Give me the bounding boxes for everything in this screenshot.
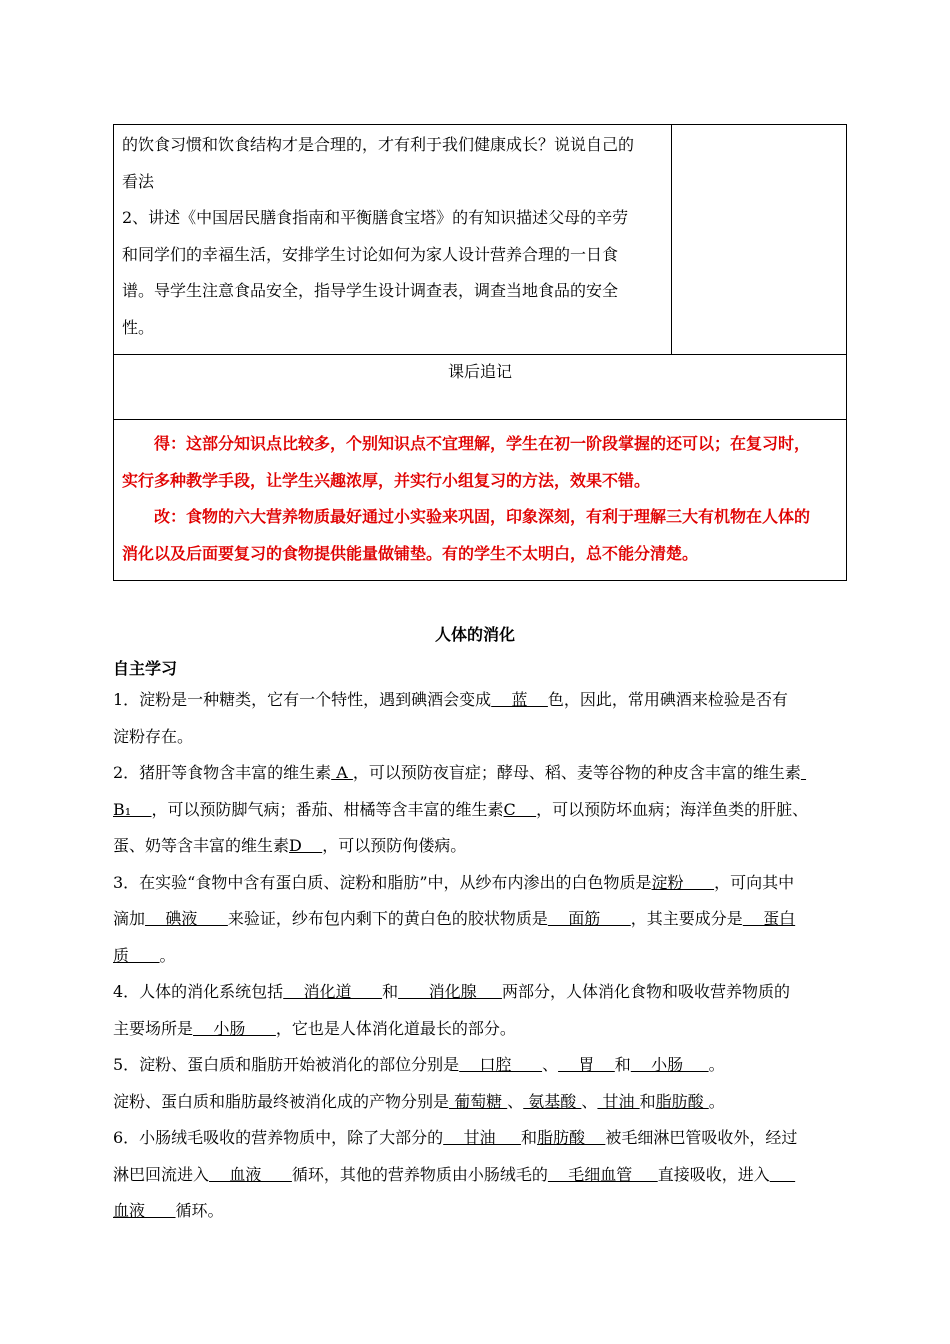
- answer-blank: 葡萄糖: [449, 1091, 508, 1111]
- answer-blank: 碘液: [145, 909, 228, 928]
- answer-blank: 脂肪酸: [655, 1091, 709, 1111]
- answer-blank: 面筋: [547, 909, 631, 928]
- lesson-line: 2、讲述《中国居民膳食指南和平衡膳食宝塔》的有知识描述父母的辛劳: [122, 208, 629, 227]
- text: 、: [542, 1055, 559, 1074]
- text: 被毛细淋巴管吸收外，经过: [605, 1128, 798, 1147]
- text: 淀粉、蛋白质和脂肪最终被消化成的产物分别是: [113, 1091, 450, 1111]
- answer-blank: 小肠: [630, 1055, 709, 1074]
- answer-blank: [801, 763, 806, 782]
- subheading: 自主学习: [113, 659, 178, 678]
- lesson-line: 的饮食习惯和饮食结构才是合理的，才有利于我们健康成长？说说自己的: [122, 135, 635, 154]
- text: ，可向其中: [714, 872, 795, 892]
- answer-blank: 小肠: [193, 1018, 276, 1038]
- question-4-cont: [113, 1011, 853, 1048]
- lesson-line: 看法: [122, 171, 155, 191]
- answer-blank: 氨基酸: [523, 1091, 582, 1111]
- section-title: 人体的消化: [434, 625, 515, 644]
- text: 1．淀粉是一种糖类，它有一个特性，遇到碘酒会变成: [113, 690, 492, 709]
- text: 来验证，纱布包内剩下的黄白色的胶状物质是: [227, 909, 548, 928]
- text: 循环，其他的营养物质由小肠绒毛的: [291, 1164, 548, 1184]
- answer-blank: 淀粉: [651, 872, 715, 892]
- answer-blank: 血液: [113, 1201, 176, 1220]
- answer-blank: 血液: [209, 1164, 292, 1184]
- reflection-line: 实行多种教学手段，让学生兴趣浓厚，并实行小组复习的方法，效果不错。: [122, 470, 651, 490]
- question-3-cont: [113, 901, 853, 938]
- text: 主要场所是: [113, 1018, 194, 1038]
- lesson-line: 和同学们的幸福生活，安排学生讨论如何为家人设计营养合理的一日食: [122, 244, 619, 264]
- question-1: [113, 682, 853, 719]
- answer-blank: 质: [113, 945, 160, 965]
- answer-blank: 甘油: [443, 1128, 521, 1147]
- text: 2．猪肝等食物含丰富的维生素: [113, 763, 332, 782]
- text: ，可以预防佝偻病。: [322, 836, 467, 855]
- lesson-line: 性。: [122, 317, 155, 337]
- review-row: [114, 355, 847, 420]
- lesson-row: [114, 125, 847, 355]
- answer-blank: 蓝: [491, 690, 548, 709]
- question-6: [113, 1120, 853, 1157]
- text: ，可以预防坏血病；海洋鱼类的肝脏、: [536, 799, 809, 819]
- question-2-cont: [113, 792, 853, 829]
- text: 4．人体的消化系统包括: [113, 982, 284, 1001]
- answer-blank: 口腔: [459, 1055, 543, 1074]
- text: 淋巴回流进入: [113, 1164, 210, 1184]
- text: 、: [581, 1091, 598, 1111]
- text: 和: [639, 1091, 656, 1111]
- lesson-line: 谱。导学生注意食品安全，指导学生设计调查表，调查当地食品的安全: [122, 281, 619, 300]
- text: 5．淀粉、蛋白质和脂肪开始被消化的部位分别是: [113, 1055, 460, 1074]
- answer-blank: 毛细血管: [547, 1164, 658, 1184]
- answer-blank: C: [503, 799, 537, 819]
- question-5-cont: [113, 1084, 853, 1121]
- question-5: [113, 1047, 853, 1084]
- text: 色，因此，常用碘酒来检验是否有: [547, 690, 788, 709]
- question-3: [113, 865, 853, 902]
- lesson-notes-cell: [672, 125, 847, 355]
- question-2-cont: [113, 828, 853, 865]
- text: 。: [708, 1091, 725, 1111]
- text: 和: [520, 1128, 537, 1147]
- text: 、: [507, 1091, 524, 1111]
- text: 6．小肠绒毛吸收的营养物质中，除了大部分的: [113, 1128, 444, 1147]
- text: 和: [382, 982, 399, 1001]
- text: 蛋、奶等含丰富的维生素: [113, 836, 290, 855]
- answer-blank: [770, 1165, 795, 1184]
- text: ，它也是人体消化道最长的部分。: [275, 1018, 516, 1038]
- review-title: 课后追记: [447, 362, 512, 381]
- lesson-text-cell: [114, 125, 672, 355]
- reflection-line: 得：这部分知识点比较多，个别知识点不宜理解，学生在初一阶段掌握的还可以；在复习时，: [154, 434, 811, 453]
- question-1-cont: [113, 719, 853, 756]
- question-2: [113, 755, 853, 792]
- answer-blank: 脂肪酸: [536, 1128, 606, 1147]
- answer-blank: B₁: [113, 799, 152, 819]
- review-cell: [114, 355, 847, 420]
- answer-blank: 消化道: [283, 982, 383, 1001]
- exercise-list: [113, 682, 853, 1230]
- text: ，可以预防脚气病；番茄、柑橘等含丰富的维生素: [151, 799, 504, 819]
- question-6-cont: [113, 1193, 853, 1230]
- text: 滴加: [113, 909, 146, 928]
- text: 直接吸收，进入: [657, 1164, 770, 1184]
- lesson-table: [113, 124, 847, 581]
- answer-blank: 胃: [558, 1055, 615, 1074]
- text: ，可以预防夜盲症；酵母、稻、麦等谷物的种皮含丰富的维生素: [352, 763, 801, 782]
- text: 3．在实验“食物中含有蛋白质、淀粉和脂肪”中，从纱布内渗出的白色物质是: [113, 872, 652, 892]
- question-4: [113, 974, 853, 1011]
- answer-blank: D: [289, 836, 323, 855]
- text: ，其主要成分是: [630, 909, 743, 928]
- text: 淀粉存在。: [113, 726, 194, 746]
- text: 。: [159, 945, 176, 965]
- question-6-cont: [113, 1157, 853, 1194]
- reflection-row: [114, 420, 847, 581]
- question-3-cont: [113, 938, 853, 975]
- text: 两部分，人体消化食物和吸收营养物质的: [502, 982, 791, 1001]
- text: 循环。: [175, 1201, 224, 1220]
- answer-blank: 消化腺: [398, 982, 503, 1001]
- answer-blank: 甘油: [597, 1091, 640, 1111]
- answer-blank: A: [331, 763, 353, 782]
- text: 。: [708, 1055, 725, 1074]
- answer-blank: 蛋白: [742, 909, 796, 928]
- text: 和: [614, 1055, 631, 1074]
- reflection-line: 改：食物的六大营养物质最好通过小实验来巩固，印象深刻，有利于理解三大有机物在人体的: [154, 507, 811, 526]
- reflection-line: 消化以及后面要复习的食物提供能量做铺垫。有的学生不太明白，总不能分清楚。: [122, 543, 699, 563]
- reflection-cell: [114, 420, 847, 581]
